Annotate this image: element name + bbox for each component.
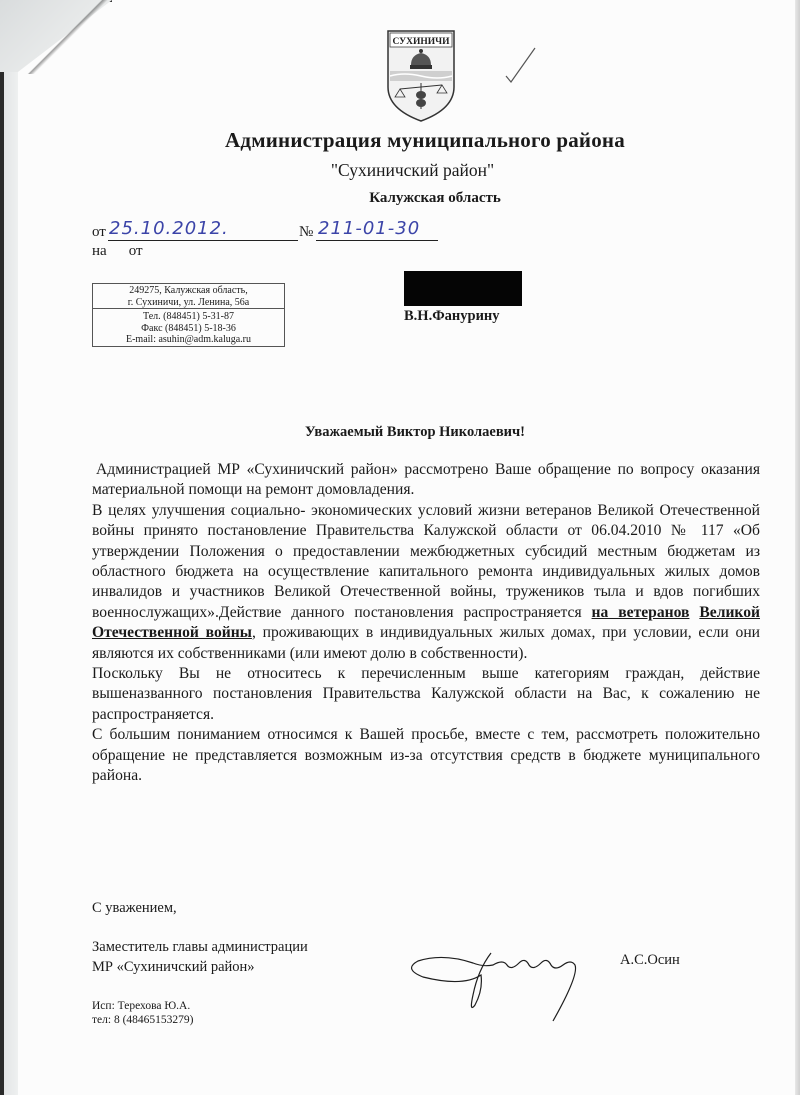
emphasis-great-patriotic-war: Великой Отечественной войны <box>92 603 760 642</box>
executor-phone: тел: 8 (48465153279) <box>92 1014 194 1026</box>
date-label: от <box>92 224 106 240</box>
address-section <box>93 284 284 309</box>
number-handwritten: 211-01-30 <box>318 218 421 239</box>
crest-label: СУХИНИЧИ <box>392 37 450 47</box>
fax-line: Факс (848451) 5-18-36 <box>141 322 236 334</box>
contacts-section <box>93 309 284 346</box>
reply-label: на <box>92 243 107 259</box>
reply-reference-row <box>92 243 165 260</box>
body-paragraph-2-start: В целях улучшения социально- экономических условий жизни ветеранов Великой Отечественной войны принято постановление Правительства Калужской области от 06.04.2010 № 117 «Об утверждении Положения о предоставлении межбюджетных субсидий местным бюджетам из областного бюджета на осуществление капитального ремонта индивидуальных жилых домов инвалидов и участников Великой Отечественной войны, тружеников тыла и вдов погибших военнослужащих».Действие данного постановления распространяется <box>92 501 760 621</box>
address-line-2: г. Сухиничи, ул. Ленина, 56а <box>127 296 250 308</box>
date-underline <box>108 240 298 241</box>
email-line: E-mail: asuhin@adm.kaluga.ru <box>125 334 251 345</box>
handwritten-signature-icon <box>403 935 603 1030</box>
executor-info <box>92 999 193 1027</box>
organization-title: Администрация муниципального района <box>225 128 625 152</box>
body-paragraph-2 <box>92 501 760 664</box>
address-box <box>92 283 285 347</box>
district-name: "Сухиничский район" <box>330 160 495 180</box>
redaction-block <box>404 271 522 306</box>
body-paragraph-2-end: , проживающих в индивидуальных жилых домах, при условии, если они являются их собственниками (или имеют долю в собственности). <box>92 624 761 662</box>
folded-corner-shadow <box>16 0 116 74</box>
coat-of-arms-icon <box>384 25 458 123</box>
emphasis-veterans: на ветеранов <box>591 603 690 621</box>
body-paragraph-4: С большим пониманием относимся к Вашей просьбе, вместе с тем, рассмотреть положительно обращение не представляется возможным из-за отсутствия средств в бюджете муниципального района. <box>92 726 760 785</box>
number-underline <box>316 240 438 241</box>
address-line-1: 249275, Калужская область, <box>129 285 248 296</box>
reply-from-label: от <box>128 243 143 259</box>
body-paragraph-1: Администрацией МР «Сухиничский район» рассмотрено Ваше обращение по вопросу оказания материальной помощи на ремонт домовладения. <box>92 461 760 499</box>
letter-body <box>92 460 760 787</box>
signatory-position <box>92 937 308 977</box>
checkmark-icon <box>500 44 540 84</box>
phone-line: Тел. (848451) 5-31-87 <box>143 311 234 322</box>
date-handwritten: 25.10.2012. <box>109 218 229 239</box>
body-paragraph-3: Поскольку Вы не относитесь к перечисленным выше категориям граждан, действие вышеназванного постановления Правительства Калужской области на Вас, к сожалению не распространяется. <box>92 665 760 723</box>
recipient-name: В.Н.Фанурину <box>404 308 500 324</box>
position-line-2: МР «Сухиничский район» <box>92 959 255 975</box>
position-line-1: Заместитель главы администрации <box>92 939 308 955</box>
salutation: Уважаемый Виктор Николаевич! <box>304 424 526 440</box>
number-label: № <box>299 224 314 240</box>
signatory-name: А.С.Осин <box>620 952 680 968</box>
region-name: Калужская область <box>369 190 501 206</box>
executor-name: Исп: Терехова Ю.А. <box>92 1000 191 1012</box>
closing-phrase: С уважением, <box>92 900 177 916</box>
